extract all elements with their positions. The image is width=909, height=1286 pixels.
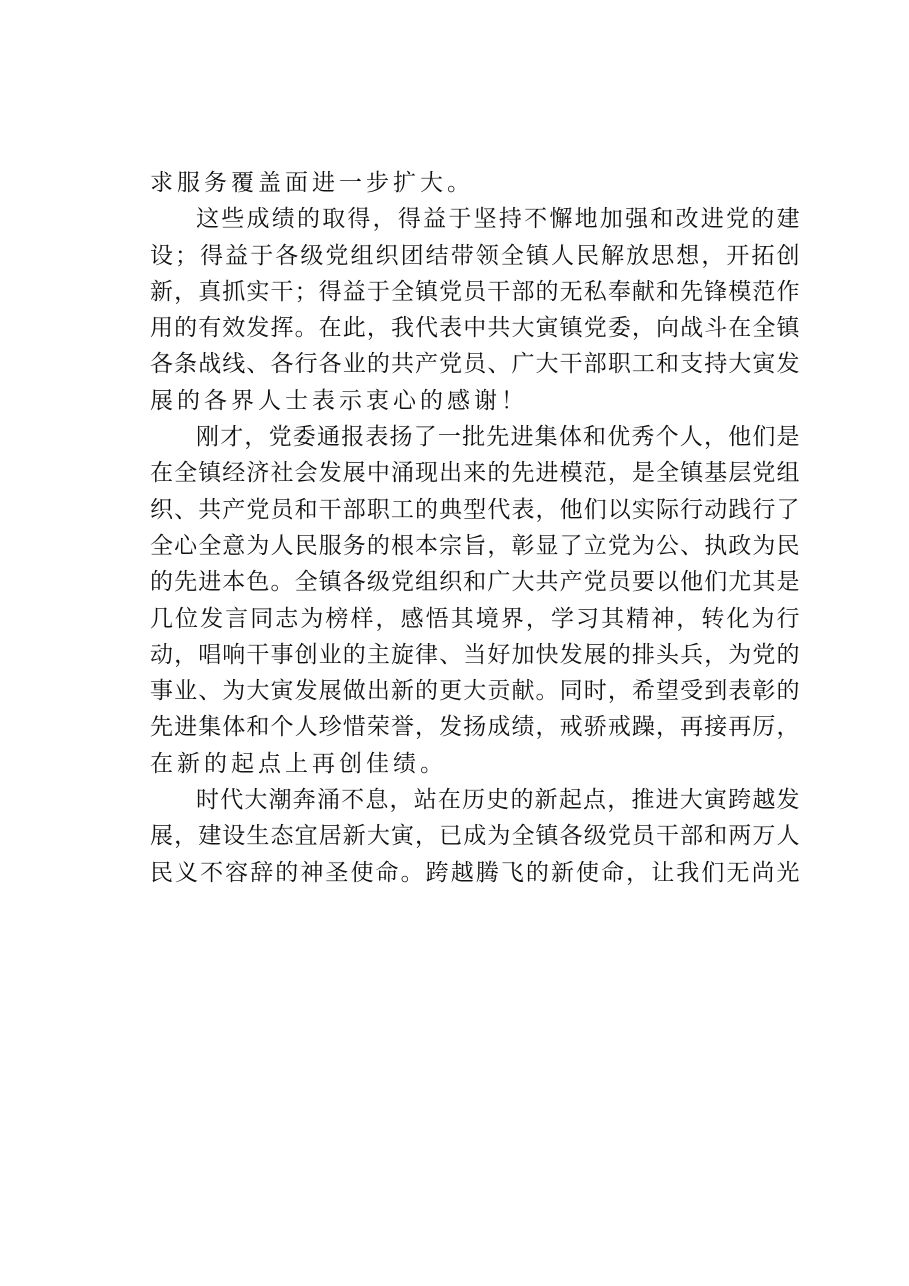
text-line: 事业、为大寅发展做出新的更大贡献。同时，希望受到表彰的 xyxy=(150,678,800,705)
text-line: 用的有效发挥。在此，我代表中共大寅镇党委，向战斗在全镇 xyxy=(150,315,800,342)
text-line: 展，建设生态宜居新大寅，已成为全镇各级党员干部和两万人 xyxy=(150,823,800,850)
text-line: 民义不容辞的神圣使命。跨越腾飞的新使命，让我们无尚光 xyxy=(150,859,800,886)
text-line: 织、共产党员和干部职工的典型代表，他们以实际行动践行了 xyxy=(150,496,800,523)
paragraph-first-line: 这些成绩的取得，得益于坚持不懈地加强和改进党的建 xyxy=(196,206,800,233)
text-line: 先进集体和个人珍惜荣誉，发扬成绩，戒骄戒躁，再接再厉， xyxy=(150,714,800,741)
text-line: 动，唱响干事创业的主旋律、当好加快发展的排头兵，为党的 xyxy=(150,641,800,668)
paragraph-first-line: 时代大潮奔涌不息，站在历史的新起点，推进大寅跨越发 xyxy=(196,787,800,814)
text-line: 求服务覆盖面进一步扩大。 xyxy=(150,170,474,196)
text-line: 设；得益于各级党组织团结带领全镇人民解放思想，开拓创 xyxy=(150,242,800,269)
text-line: 展的各界人士表示衷心的感谢！ xyxy=(150,387,528,414)
text-line: 几位发言同志为榜样，感悟其境界，学习其精神，转化为行 xyxy=(150,605,800,632)
text-line: 在全镇经济社会发展中涌现出来的先进模范，是全镇基层党组 xyxy=(150,460,800,487)
text-line: 在新的起点上再创佳绩。 xyxy=(150,750,447,777)
text-line: 全心全意为人民服务的根本宗旨，彰显了立党为公、执政为民 xyxy=(150,532,800,559)
paragraph-first-line: 刚才，党委通报表扬了一批先进集体和优秀个人，他们是 xyxy=(196,424,800,451)
body-text xyxy=(150,165,800,891)
text-line: 的先进本色。全镇各级党组织和广大共产党员要以他们尤其是 xyxy=(150,569,800,596)
text-line: 新，真抓实干；得益于全镇党员干部的无私奉献和先锋模范作 xyxy=(150,278,800,305)
text-line: 各条战线、各行各业的共产党员、广大干部职工和支持大寅发 xyxy=(150,351,800,378)
